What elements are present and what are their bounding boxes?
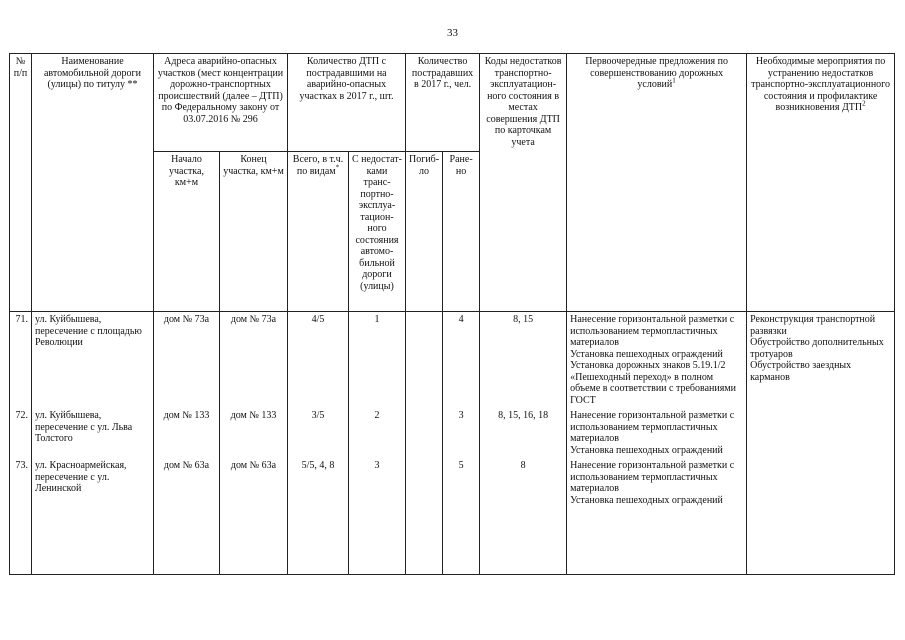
header-row-sub [10, 152, 895, 312]
accident-sites-table [9, 53, 895, 575]
header-dtp: Количество ДТП с пострадавшими на аварийно-опасных участках в 2017 г., шт. [288, 54, 406, 152]
header-injured: Ране-но [443, 152, 480, 312]
row-killed [406, 312, 443, 409]
row-num: 73. [10, 458, 32, 575]
row-total: 3/5 [288, 408, 349, 458]
row-injured: 5 [443, 458, 480, 575]
row-measures [747, 312, 895, 409]
row-start: дом № 73а [154, 312, 220, 409]
row-proposals [567, 312, 747, 409]
proposal-item: Установка дорожных знаков 5.19.1/2 «Пешеходный переход» в полном объеме в соответствии с требованиями ГОСТ [570, 360, 737, 406]
row-injured: 4 [443, 312, 480, 409]
row-killed [406, 408, 443, 458]
row-start: дом № 133 [154, 408, 220, 458]
row-defects: 1 [349, 312, 406, 409]
proposal-item: Нанесение горизонтальной разметки с использованием термопластичных материалов [570, 460, 735, 494]
proposal-item: Нанесение горизонтальной разметки с использованием термопластичных материалов [570, 410, 735, 444]
table-row [10, 458, 895, 575]
header-proposals-cont [567, 152, 747, 312]
header-measures [747, 54, 895, 152]
row-measures [747, 458, 895, 575]
row-proposals [567, 408, 747, 458]
proposal-item: Установка пешеходных ограждений [570, 494, 723, 506]
header-killed: Погиб-ло [406, 152, 443, 312]
table-row [10, 408, 895, 458]
measure-item: Обустройство дополнительных тротуаров [750, 337, 884, 360]
row-measures [747, 408, 895, 458]
header-dtp-defects: С недостат-ками транс-портно-эксплуа-тацион-ного состояния автомо-бильной дороги (улицы) [349, 152, 406, 312]
row-num: 72. [10, 408, 32, 458]
header-proposals [567, 54, 747, 152]
measure-item: Обустройство заездных карманов [750, 360, 852, 383]
row-codes: 8 [480, 458, 567, 575]
row-road: ул. Куйбышева, пересечение с ул. Льва Толстого [32, 408, 154, 458]
header-num-cont [10, 152, 32, 312]
table-row [10, 312, 895, 409]
header-dtp-total-text: Всего, в т.ч. по видам [292, 154, 344, 177]
header-codes: Коды недостатков транспортно-эксплуатацион-ного состояния в местах совершения ДТП по карточкам учета [480, 54, 567, 152]
header-victims: Количество пострадавших в 2017 г., чел. [406, 54, 480, 152]
header-start: Начало участка, км+м [154, 152, 220, 312]
page-number: 33 [447, 27, 458, 39]
header-measures-note: 2 [862, 99, 866, 108]
row-road: ул. Куйбышева, пересечение с площадью Революции [32, 312, 154, 409]
row-total: 4/5 [288, 312, 349, 409]
row-defects: 3 [349, 458, 406, 575]
header-road: Наименование автомобильной дороги (улицы) по титулу ** [32, 54, 154, 152]
row-road: ул. Красноармейская, пересечение с ул. Ленинской [32, 458, 154, 575]
proposal-item: Нанесение горизонтальной разметки с использованием термопластичных материалов [570, 314, 735, 348]
measure-item: Реконструкция транспортной развязки [750, 314, 876, 337]
header-num: № п/п [10, 54, 32, 152]
row-total: 5/5, 4, 8 [288, 458, 349, 575]
row-end: дом № 133 [220, 408, 288, 458]
header-dtp-total-note: * [335, 163, 340, 172]
header-proposals-text: Первоочередные предложения по совершенствованию дорожных условий [585, 56, 728, 90]
row-end: дом № 73а [220, 312, 288, 409]
header-end: Конец участка, км+м [220, 152, 288, 312]
row-injured: 3 [443, 408, 480, 458]
header-road-cont [32, 152, 154, 312]
row-start: дом № 63а [154, 458, 220, 575]
header-dtp-total [288, 152, 349, 312]
row-codes: 8, 15 [480, 312, 567, 409]
row-end: дом № 63а [220, 458, 288, 575]
proposal-item: Установка пешеходных ограждений [570, 444, 723, 456]
header-proposals-note: 1 [672, 76, 676, 85]
row-num: 71. [10, 312, 32, 409]
header-codes-cont [480, 152, 567, 312]
proposal-item: Установка пешеходных ограждений [570, 348, 723, 360]
row-proposals [567, 458, 747, 575]
row-defects: 2 [349, 408, 406, 458]
header-measures-cont [747, 152, 895, 312]
header-row-top [10, 54, 895, 152]
row-killed [406, 458, 443, 575]
row-codes: 8, 15, 16, 18 [480, 408, 567, 458]
header-address: Адреса аварийно-опасных участков (мест концентрации дорожно-транспортных происшествий (далее – ДТП) по Федеральному закону от 03.07.2016 № 296 [154, 54, 288, 152]
header-measures-text: Необходимые мероприятия по устранению недостатков транспортно-эксплуатационного состояния и профилактике возникновения ДТП [751, 56, 891, 113]
